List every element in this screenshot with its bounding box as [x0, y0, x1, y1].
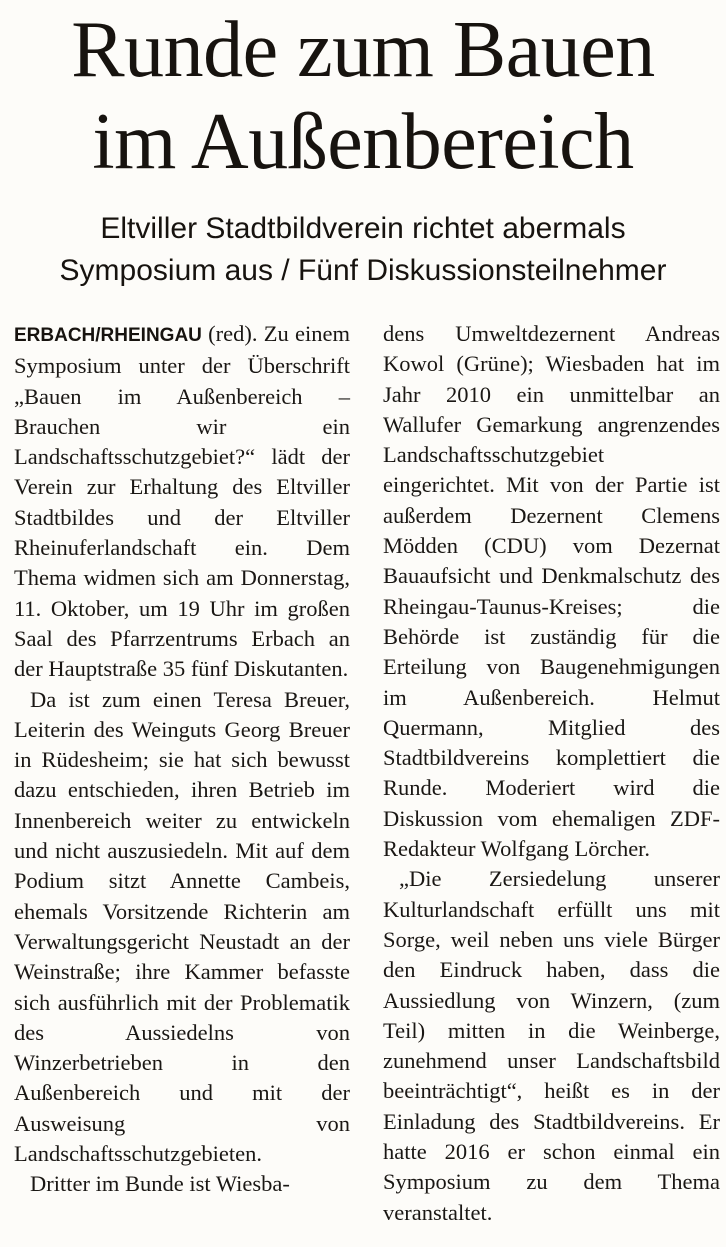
headline-line-1: Runde zum Bauen	[71, 6, 655, 94]
paragraph-3-start: Dritter im Bunde ist Wiesba-	[30, 1171, 290, 1197]
article-column-left	[14, 319, 350, 1200]
dateline: ERBACH/RHEINGAU	[14, 325, 202, 346]
paragraph-1-text: (red). Zu einem Symposium unter der Überschrift „Bauen im Außenbereich – Brauchen wir ein Landschaftsschutzgebiet?“ lädt der Verein zur Erhaltung des Eltviller Stadtbildes und der Eltviller Rheinuferlandschaft ein. Dem Thema widmen sich am Donnerstag, 11. Oktober, um 19 Uhr im großen Saal des Pfarrzentrums Erbach an der Hauptstraße 35 fünf Diskutanten.	[14, 321, 350, 682]
subheadline-line-1: Eltviller Stadtbildverein richtet abermals	[100, 212, 626, 245]
subheadline-line-2: Symposium aus / Fünf Diskussionsteilnehmer	[59, 254, 667, 287]
paragraph-2: Da ist zum einen Teresa Breuer, Leiterin des Weinguts Georg Breuer in Rüdesheim; sie hat sich bewusst dazu entschieden, ihren Betrieb im Innenbereich weiter zu entwickeln und nicht auszusiedeln. Mit auf dem Podium sitzt Annette Cambeis, ehemals Vorsitzende Richterin am Verwaltungsgericht Neustadt an der Weinstraße; ihre Kammer befasste sich ausführlich mit der Problematik des Aussiedelns von Winzerbetrieben in den Außenbereich und mit der Ausweisung von Landschaftsschutzgebieten.	[14, 686, 350, 1167]
subheadline	[0, 208, 726, 292]
headline	[0, 4, 726, 188]
headline-line-2: im Außenbereich	[92, 98, 634, 186]
paragraph-3-continued: dens Umweltdezernent Andreas Kowol (Grüne); Wiesbaden hat im Jahr 2010 ein unmittelbar an Wallufer Gemarkung angrenzendes Landschaftsschutzgebiet eingerichtet. Mit von der Partie ist außerdem Dezernent Clemens Mödden (CDU) vom Dezernat Bauaufsicht und Denkmalschutz des Rheingau-Taunus-Kreises; die Behörde ist zuständig für die Erteilung von Baugenehmigungen im Außenbereich. Helmut Quermann, Mitglied des Stadtbildvereins komplettiert die Runde. Moderiert wird die Diskussion vom ehemaligen ZDF-Redakteur Wolfgang Lörcher.	[383, 321, 720, 862]
article-column-right	[383, 319, 720, 1228]
paragraph-4: „Die Zersiedelung unserer Kulturlandschaft erfüllt uns mit Sorge, weil neben uns viele Bürger den Eindruck haben, dass die Aussiedlung von Winzern, (zum Teil) mitten in die Weinberge, zunehmend unser Landschaftsbild beeinträchtigt“, heißt es in der Einladung des Stadtbildvereins. Er hatte 2016 er schon einmal ein Symposium zu dem Thema veranstaltet.	[383, 866, 720, 1225]
paragraph-1	[14, 319, 350, 685]
